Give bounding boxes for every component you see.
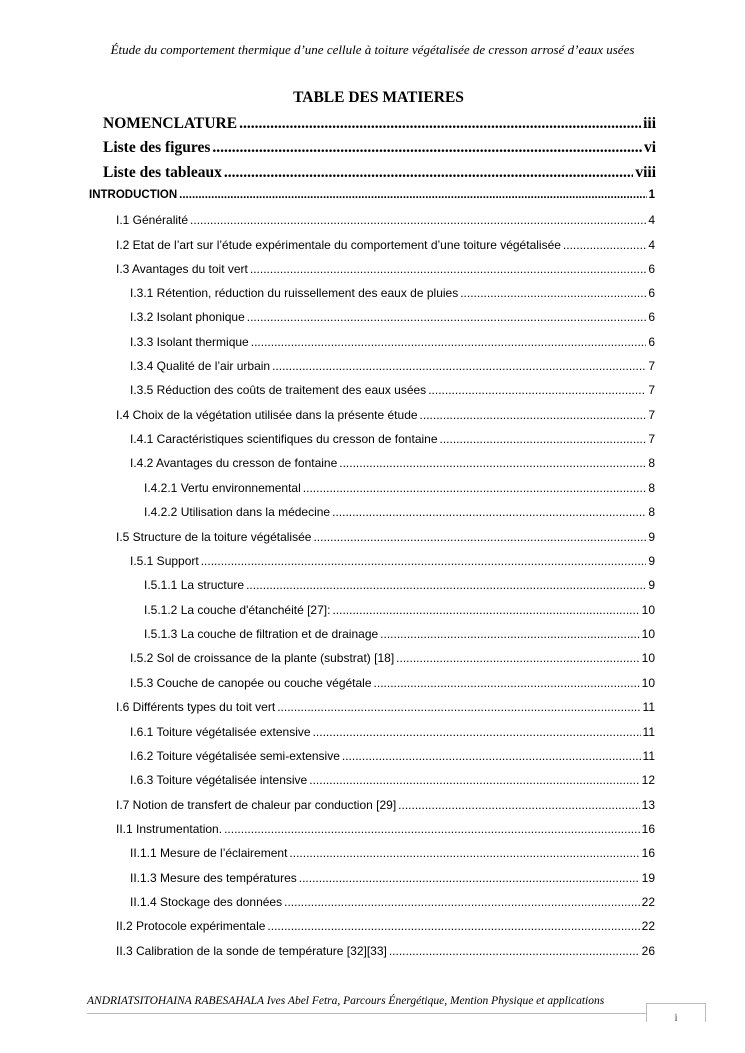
- toc-entry[interactable]: [144, 481, 655, 495]
- entry-label: I.5.2 Sol de croissance de la plante (substrat) [18]: [130, 651, 395, 665]
- dot-leader: [190, 213, 646, 227]
- running-footer: ANDRIATSITOHAINA RABESAHALA Ives Abel Fetra, Parcours Énergétique, Mention Physique et applications: [87, 995, 605, 1007]
- toc-entry[interactable]: [130, 846, 655, 860]
- dot-leader: [277, 700, 640, 714]
- page-number: i: [646, 1003, 706, 1022]
- entry-page: 8: [648, 481, 655, 495]
- dot-leader: [460, 286, 646, 300]
- entry-page: 19: [641, 871, 655, 885]
- dot-leader: [250, 262, 646, 276]
- dot-leader: [289, 846, 639, 860]
- entry-page: 7: [648, 359, 655, 373]
- toc-entry[interactable]: [130, 895, 655, 909]
- toc-title: TABLE DES MATIERES: [293, 89, 464, 106]
- dot-leader: [313, 725, 641, 739]
- toc-entry[interactable]: [130, 310, 655, 324]
- toc-entry[interactable]: [130, 676, 655, 690]
- entry-page: vi: [643, 139, 656, 156]
- dot-leader: [389, 944, 640, 958]
- dot-leader: [313, 530, 646, 544]
- entry-label: I.5.1.3 La couche de filtration et de drainage: [144, 627, 379, 641]
- running-header: Étude du comportement thermique d’une cellule à toiture végétalisée de cresson arrosé d’eaux usées: [110, 42, 635, 57]
- entry-page: 4: [648, 213, 655, 227]
- dot-leader: [284, 895, 640, 909]
- entry-label: I.4.2.1 Vertu environnemental: [144, 481, 301, 495]
- entry-page: 1: [648, 189, 655, 201]
- entry-label: I.3.1 Rétention, réduction du ruissellement des eaux de pluies: [130, 286, 459, 300]
- entry-page: iii: [643, 115, 656, 132]
- dot-leader: [224, 822, 640, 836]
- dot-leader: [396, 651, 639, 665]
- toc-entry[interactable]: [130, 456, 655, 470]
- toc-entry[interactable]: [130, 359, 655, 373]
- dot-leader: [272, 359, 646, 373]
- toc-entry[interactable]: [116, 822, 655, 836]
- entry-page: 8: [648, 456, 655, 470]
- entry-label: I.5 Structure de la toiture végétalisée: [116, 530, 312, 544]
- entry-label: I.6.2 Toiture végétalisée semi-extensive: [130, 749, 340, 763]
- entry-page: 13: [641, 798, 655, 812]
- entry-page: 10: [641, 603, 655, 617]
- toc-entry[interactable]: [144, 578, 655, 592]
- dot-leader: [239, 115, 641, 133]
- dot-leader: [224, 164, 633, 182]
- toc-entry[interactable]: [116, 798, 655, 812]
- dot-leader: [374, 676, 640, 690]
- entry-label: Liste des figures: [103, 139, 211, 156]
- entry-page: 16: [641, 846, 655, 860]
- entry-label: I.3.3 Isolant thermique: [130, 335, 249, 349]
- entry-page: 9: [648, 554, 655, 568]
- entry-page: 22: [641, 919, 655, 933]
- footer-divider: [87, 1013, 647, 1014]
- entry-label: I.6.1 Toiture végétalisée extensive: [130, 725, 311, 739]
- entry-page: 11: [642, 749, 655, 763]
- entry-page: 9: [648, 578, 655, 592]
- entry-page: 12: [641, 773, 655, 787]
- toc-entry[interactable]: [130, 773, 655, 787]
- dot-leader: [563, 238, 646, 252]
- entry-label: I.5.1.2 La couche d'étanchéité [27]:: [144, 603, 331, 617]
- entry-label: II.1 Instrumentation.: [116, 822, 223, 836]
- entry-page: 6: [648, 335, 655, 349]
- dot-leader: [420, 408, 647, 422]
- toc-front-matter-entry[interactable]: [103, 115, 656, 133]
- dot-leader: [398, 798, 639, 812]
- entry-label: I.6 Différents types du toit vert: [116, 700, 276, 714]
- entry-page: 6: [648, 286, 655, 300]
- toc-entry[interactable]: [144, 627, 655, 641]
- entry-label: II.1.3 Mesure des températures: [130, 871, 297, 885]
- toc-entry[interactable]: [116, 944, 655, 958]
- entry-label: I.3.5 Réduction des coûts de traitement des eaux usées: [130, 383, 427, 397]
- dot-leader: [267, 919, 639, 933]
- toc-entry[interactable]: [144, 505, 655, 519]
- entry-page: 11: [642, 700, 655, 714]
- entry-label: I.3.2 Isolant phonique: [130, 310, 245, 324]
- entry-page: 9: [648, 530, 655, 544]
- entry-label: II.1.4 Stockage des données: [130, 895, 283, 909]
- dot-leader: [303, 481, 647, 495]
- entry-label: II.1.1 Mesure de l’éclairement: [130, 846, 288, 860]
- toc-entry[interactable]: [116, 238, 655, 252]
- entry-page: 10: [641, 627, 655, 641]
- dot-leader: [339, 456, 646, 470]
- dot-leader: [342, 749, 641, 763]
- dot-leader: [332, 505, 646, 519]
- dot-leader: [309, 773, 639, 787]
- toc-front-matter-entry[interactable]: [103, 164, 656, 182]
- entry-label: I.5.1 Support: [130, 554, 199, 568]
- entry-page: 7: [648, 383, 655, 397]
- entry-page: 7: [648, 408, 655, 422]
- toc-entry[interactable]: [116, 919, 655, 933]
- entry-label: II.3 Calibration de la sonde de température [32][33]: [116, 944, 387, 958]
- dot-leader: [246, 578, 646, 592]
- entry-page: 7: [648, 432, 655, 446]
- entry-label: NOMENCLATURE: [103, 115, 238, 132]
- toc-entry[interactable]: [130, 335, 655, 349]
- entry-label: I.4.2.2 Utilisation dans la médecine: [144, 505, 331, 519]
- entry-label: I.5.3 Couche de canopée ou couche végétale: [130, 676, 372, 690]
- dot-leader: [332, 603, 639, 617]
- dot-leader: [179, 189, 646, 201]
- entry-page: 4: [648, 238, 655, 252]
- entry-label: Liste des tableaux: [103, 164, 222, 181]
- entry-label: I.3.4 Qualité de l’air urbain: [130, 359, 271, 373]
- entry-page: 6: [648, 310, 655, 324]
- entry-page: 6: [648, 262, 655, 276]
- toc-entry[interactable]: [144, 603, 655, 617]
- entry-page: 11: [642, 725, 655, 739]
- entry-page: 22: [641, 895, 655, 909]
- entry-page: 10: [641, 651, 655, 665]
- toc-entry[interactable]: [116, 530, 655, 544]
- dot-leader: [251, 335, 647, 349]
- dot-leader: [299, 871, 640, 885]
- entry-page: viii: [635, 164, 656, 181]
- entry-label: I.4.2 Avantages du cresson de fontaine: [130, 456, 338, 470]
- entry-label: I.5.1.1 La structure: [144, 578, 245, 592]
- entry-page: 16: [641, 822, 655, 836]
- toc-entry[interactable]: [116, 213, 655, 227]
- entry-label: I.7 Notion de transfert de chaleur par conduction [29]: [116, 798, 397, 812]
- entry-label: I.4.1 Caractéristiques scientifiques du cresson de fontaine: [130, 432, 438, 446]
- dot-leader: [201, 554, 647, 568]
- toc-entry[interactable]: [130, 554, 655, 568]
- toc-entry[interactable]: [130, 383, 655, 397]
- dot-leader: [428, 383, 646, 397]
- entry-label: I.4 Choix de la végétation utilisée dans la présente étude: [116, 408, 418, 422]
- dot-leader: [247, 310, 647, 324]
- dot-leader: [212, 139, 642, 157]
- toc-entry[interactable]: [130, 651, 655, 665]
- toc-front-matter-entry[interactable]: [103, 139, 656, 157]
- entry-page: 10: [641, 676, 655, 690]
- entry-label: INTRODUCTION: [89, 189, 178, 201]
- entry-label: II.2 Protocole expérimentale: [116, 919, 266, 933]
- entry-label: I.6.3 Toiture végétalisée intensive: [130, 773, 308, 787]
- toc-entry[interactable]: [130, 749, 655, 763]
- toc-entry[interactable]: [130, 725, 655, 739]
- entry-label: I.2 Etat de l’art sur l’étude expérimentale du comportement d’une toiture végétalisée: [116, 238, 561, 252]
- toc-entry[interactable]: [130, 871, 655, 885]
- toc-entry[interactable]: [130, 286, 655, 300]
- toc-entry[interactable]: [116, 408, 655, 422]
- entry-page: 8: [648, 505, 655, 519]
- entry-label: I.1 Généralité: [116, 213, 189, 227]
- dot-leader: [380, 627, 639, 641]
- toc-entry[interactable]: [130, 432, 655, 446]
- entry-label: I.3 Avantages du toit vert: [116, 262, 248, 276]
- toc-entry[interactable]: [116, 700, 655, 714]
- entry-page: 26: [641, 944, 655, 958]
- dot-leader: [440, 432, 647, 446]
- toc-entry[interactable]: [89, 189, 655, 201]
- toc-entry[interactable]: [116, 262, 655, 276]
